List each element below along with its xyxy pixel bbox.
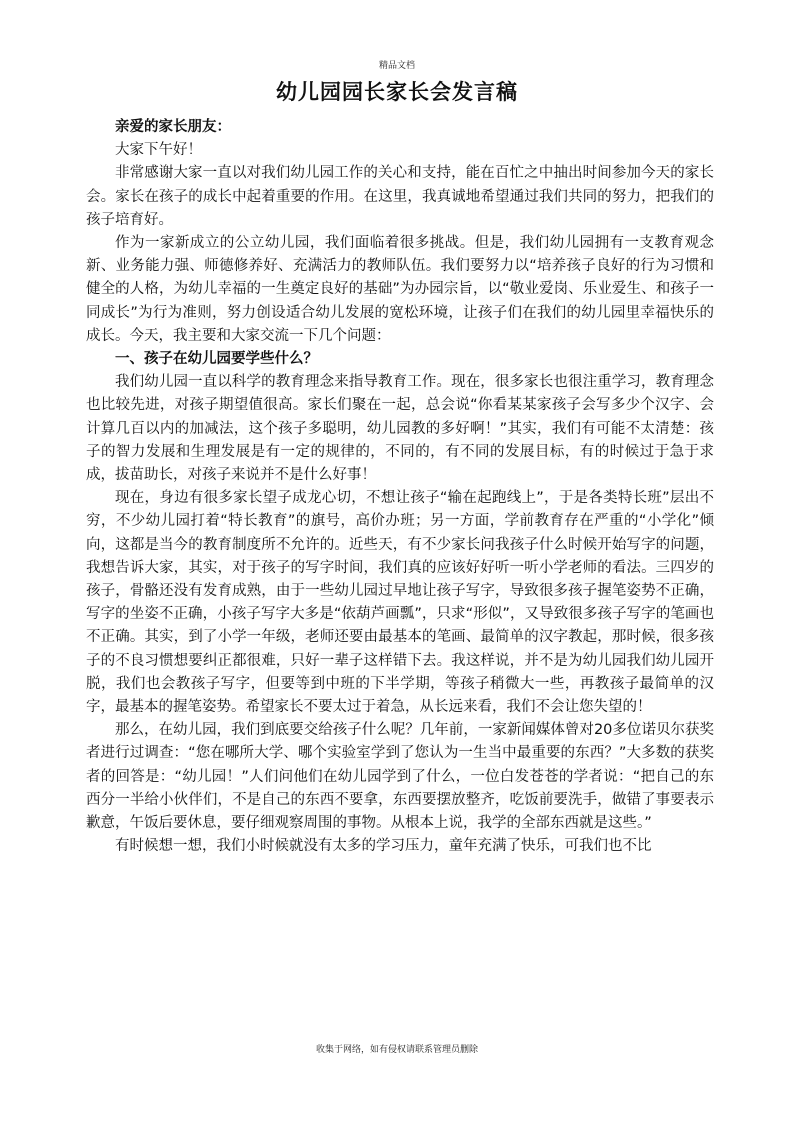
greeting: 亲爱的家长朋友：	[115, 119, 231, 135]
paragraph: 那么，在幼儿园，我们到底要交给孩子什么呢？几年前，一家新闻媒体曾对20多位诺贝尔获奖者进行过调查：“您在哪所大学、哪个实验室学到了您认为一生当中最重要的东西？”大多数的获奖者的回答是：“幼儿园！”人们问他们在幼儿园学到了什么，一位白发苍苍的学者说：“把自己的东西分一半给小伙伴们，不是自己的东西不要拿，东西要摆放整齐，吃饭前要洗手，做错了事要表示歉意，午饭后要休息，要仔细观察周围的事物。从根本上说，我学的全部东西就是这些。”	[86, 722, 714, 832]
section-heading: 一、孩子在幼儿园要学些什么？	[115, 351, 318, 368]
paragraph: 作为一家新成立的公立幼儿园，我们面临着很多挑战。但是，我们幼儿园拥有一支教育观念新、业务能力强、师德修养好、充满活力的教师队伍。我们要努力以“培养孩子良好的行为习惯和健全的人格，为幼儿幸福的一生奠定良好的基础”为办园宗旨，以“敬业爱岗、乐业爱生、和孩子一同成长”为行为准则，努力创设适合幼儿发展的宽松环境，让孩子们在我们的幼儿园里幸福快乐的成长。今天，我主要和大家交流一下几个问题：	[86, 235, 714, 344]
page-title: 幼儿园园长家长会发言稿	[276, 80, 518, 104]
paragraph: 我们幼儿园一直以科学的教育理念来指导教育工作。现在，很多家长也很注重学习，教育理念也比较先进，对孩子期望值很高。家长们聚在一起，总会说“你看某某家孩子会写多少个汉字、会计算几百以内的加减法，这个孩子多聪明，幼儿园教的多好啊！”其实，我们有可能不太清楚：孩子的智力发展和生理发展是有一定的规律的，不同的，有不同的发展目标，有的时候过于急于求成，拔苗助长，对孩子来说并不是什么好事！	[86, 374, 714, 484]
document-body	[86, 116, 714, 859]
footer-note: 收集于网络，如有侵权请联系管理员删除	[315, 1045, 478, 1055]
paragraph: 大家下午好！	[115, 142, 202, 159]
header-note: 精品文档	[378, 61, 415, 71]
paragraph: 非常感谢大家一直以对我们幼儿园工作的关心和支持，能在百忙之中抽出时间参加今天的家长会。家长在孩子的成长中起着重要的作用。在这里，我真诚地希望通过我们共同的努力，把我们的孩子培育好。	[86, 165, 714, 228]
paragraph: 有时候想一想，我们小时候就没有太多的学习压力，童年充满了快乐，可我们也不比	[115, 838, 652, 855]
paragraph: 现在，身边有很多家长望子成龙心切，不想让孩子“输在起跑线上”，于是各类特长班”层出不穷，不少幼儿园打着“特长教育”的旗号，高价办班；另一方面，学前教育存在严重的“小学化”倾向，这都是当今的教育制度所不允许的。近些天，有不少家长问我孩子什么时候开始写字的问题，我想告诉大家，其实，对于孩子的写字时间，我们真的应该好好听一听小学老师的看法。三四岁的孩子，骨骼还没有发育成熟，由于一些幼儿园过早地让孩子写字，导致很多孩子握笔姿势不正确，写字的坐姿不正确，小孩子写字大多是“依葫芦画瓢”，只求“形似”，又导致很多孩子写字的笔画也不正确。其实，到了小学一年级，老师还要由最基本的笔画、最简单的汉字教起，那时候，很多孩子的不良习惯想要纠正都很难，只好一辈子这样错下去。我这样说，并不是为幼儿园我们幼儿园开脱，我们也会教孩子写字，但要等到中班的下半学期，等孩子稍微大一些，再教孩子最简单的汉字，最基本的握笔姿势。希望家长不要太过于着急，从长远来看，我们不会让您失望的！	[86, 490, 714, 716]
